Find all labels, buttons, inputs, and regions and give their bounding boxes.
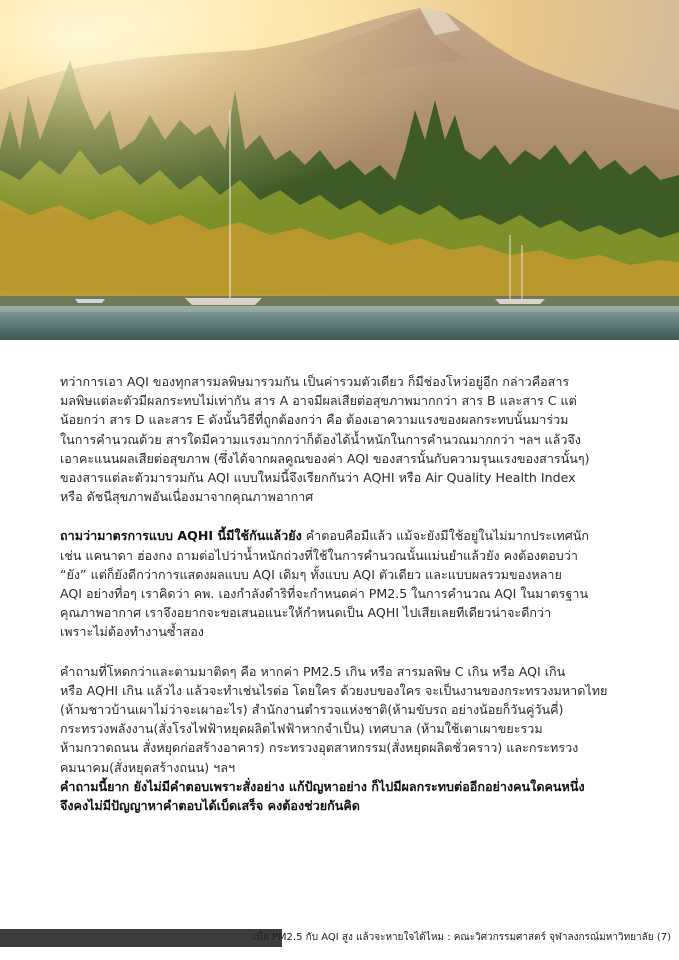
text-line: มลพิษแต่ละตัวมีผลกระทบไม่เท่ากัน สาร A อาจมีผลเสียต่อสุขภาพมากกว่า สาร B และสาร C แต่ [60,393,577,409]
text-line: คุณภาพอากาศ เราจึงอยากจะขอเสนอแนะให้กำหนดเป็น AQHI ไปเสียเลยทีเดียวน่าจะดีกว่า [60,605,552,621]
text-line: คมนาคม(สั่งหยุดสร้างถนน) ฯลฯ [60,759,236,775]
text-line: ในการคำนวณด้วย สารใดมีความแรงมากกว่าก็ต้องได้น้ำหนักในการคำนวณมากกว่า ฯลฯ แล้วจึง [60,431,581,447]
paragraph-aqhi-explanation [60,372,628,506]
conclusion-line: คำถามนี้ยาก ยังไม่มีคำตอบเพราะสั่งอย่าง แก้ปัญหาอย่าง ก็ไปมีผลกระทบต่ออีกอย่างคนใดคนหนึ่ง [60,778,585,794]
text-line: เพราะไม่ต้องทำงานซ้ำสอง [60,624,204,640]
answer-text: คำตอบคือมีแล้ว แม้จะยังมีใช้อยู่ในไม่มากประเทศนัก [301,528,589,544]
text-line: ของสารแต่ละตัวมารวมกัน AQI แบบใหม่นี้จึงเรียกกันว่า AQHI หรือ Air Quality Health Index [60,470,576,486]
conclusion-line: จึงคงไม่มีปัญญาหาคำตอบได้เบ็ดเสร็จ คงต้องช่วยกันคิด [60,798,360,814]
text-line [60,526,628,545]
text-line: “ยัง” แต่ก็ยังดีกว่าการแสดงผลแบบ AQI เดิมๆ ทั้งแบบ AQI ตัวเดียว และแบบผลรวมของหลาย [60,566,562,582]
text-line: หรือ ดัชนีสุขภาพอันเนื่องมาจากคุณภาพอากาศ [60,489,314,505]
article-body [60,372,628,815]
text-line: ทว่าการเอา AQI ของทุกสารมลพิษมารวมกัน เป็นค่ารวมตัวเดียว ก็มีช่องโหว่อยู่อีก กล่าวคือสาร [60,374,570,389]
text-line: AQI อย่างที่อๆ เราคิดว่า คพ. เองกำลังดำริที่จะกำหนดค่า PM2.5 ในการคำนวณ AQI ในมาตรฐาน [60,586,589,602]
hero-illustration [0,0,679,340]
footer-caption: เมื่อ PM2.5 กับ AQI สูง แล้วจะหายใจได้ไหม : คณะวิศวกรรมศาสตร์ จุฬาลงกรณ์มหาวิทยาลัย (7) [252,932,671,943]
paragraph-aqhi-usage [60,526,628,641]
bold-question: ถามว่ามาตรการแบบ AQHI นี้มีใช้กันแล้วยัง [60,528,302,544]
paragraph-who-acts [60,662,628,816]
hero-photo-lake-mountain [0,0,679,340]
text-line: คำถามที่โหดกว่าและตามมาติดๆ คือ หากค่า PM2.5 เกิน หรือ สารมลพิษ C เกิน หรือ AQI เกิน [60,663,566,679]
footer-bar [0,929,282,947]
text-line: ห้ามกวาดถนน สั่งหยุดก่อสร้างอาคาร) กระทรวงอุตสาหกรรม(สั่งหยุดผลิตชั่วคราว) และกระทรวง [60,740,579,756]
text-line: หรือ AQHI เกิน แล้วไง แล้วจะทำเช่นไรต่อ โดยใคร ด้วยงบของใคร จะเป็นงานของกระทรวงมหาดไทย [60,682,608,698]
text-line: กระทรวงพลังงาน(สั่งโรงไฟฟ้าหยุดผลิตไฟฟ้าหากจำเป็น) เทศบาล (ห้ามใช้เตาเผาขยะรวม [60,721,543,737]
text-line: น้อยกว่า สาร D และสาร E ดังนั้นวิธีที่ถูกต้องกว่า คือ ต้องเอาความแรงของผลกระทบนั้นมาร่วม [60,412,569,428]
text-line: (ห้ามชาวบ้านเผาไม่ว่าจะเผาอะไร) สำนักงานตำรวจแห่งชาติ(ห้ามขับรถ อย่างน้อยก็วันคู่วันคี่) [60,702,564,718]
text-line: เอาคะแนนผลเสียต่อสุขภาพ (ซึ่งได้จากผลคูณของค่า AQI ของสารนั้นกับความรุนแรงของสารนั้นๆ) [60,450,590,466]
text-line: เช่น แคนาดา ฮ่องกง ถามต่อไปว่าน้ำหนักถ่วงที่ใช้ในการคำนวณนั้นแม่นยำแล้วยัง คงต้องตอบว่า [60,547,578,563]
